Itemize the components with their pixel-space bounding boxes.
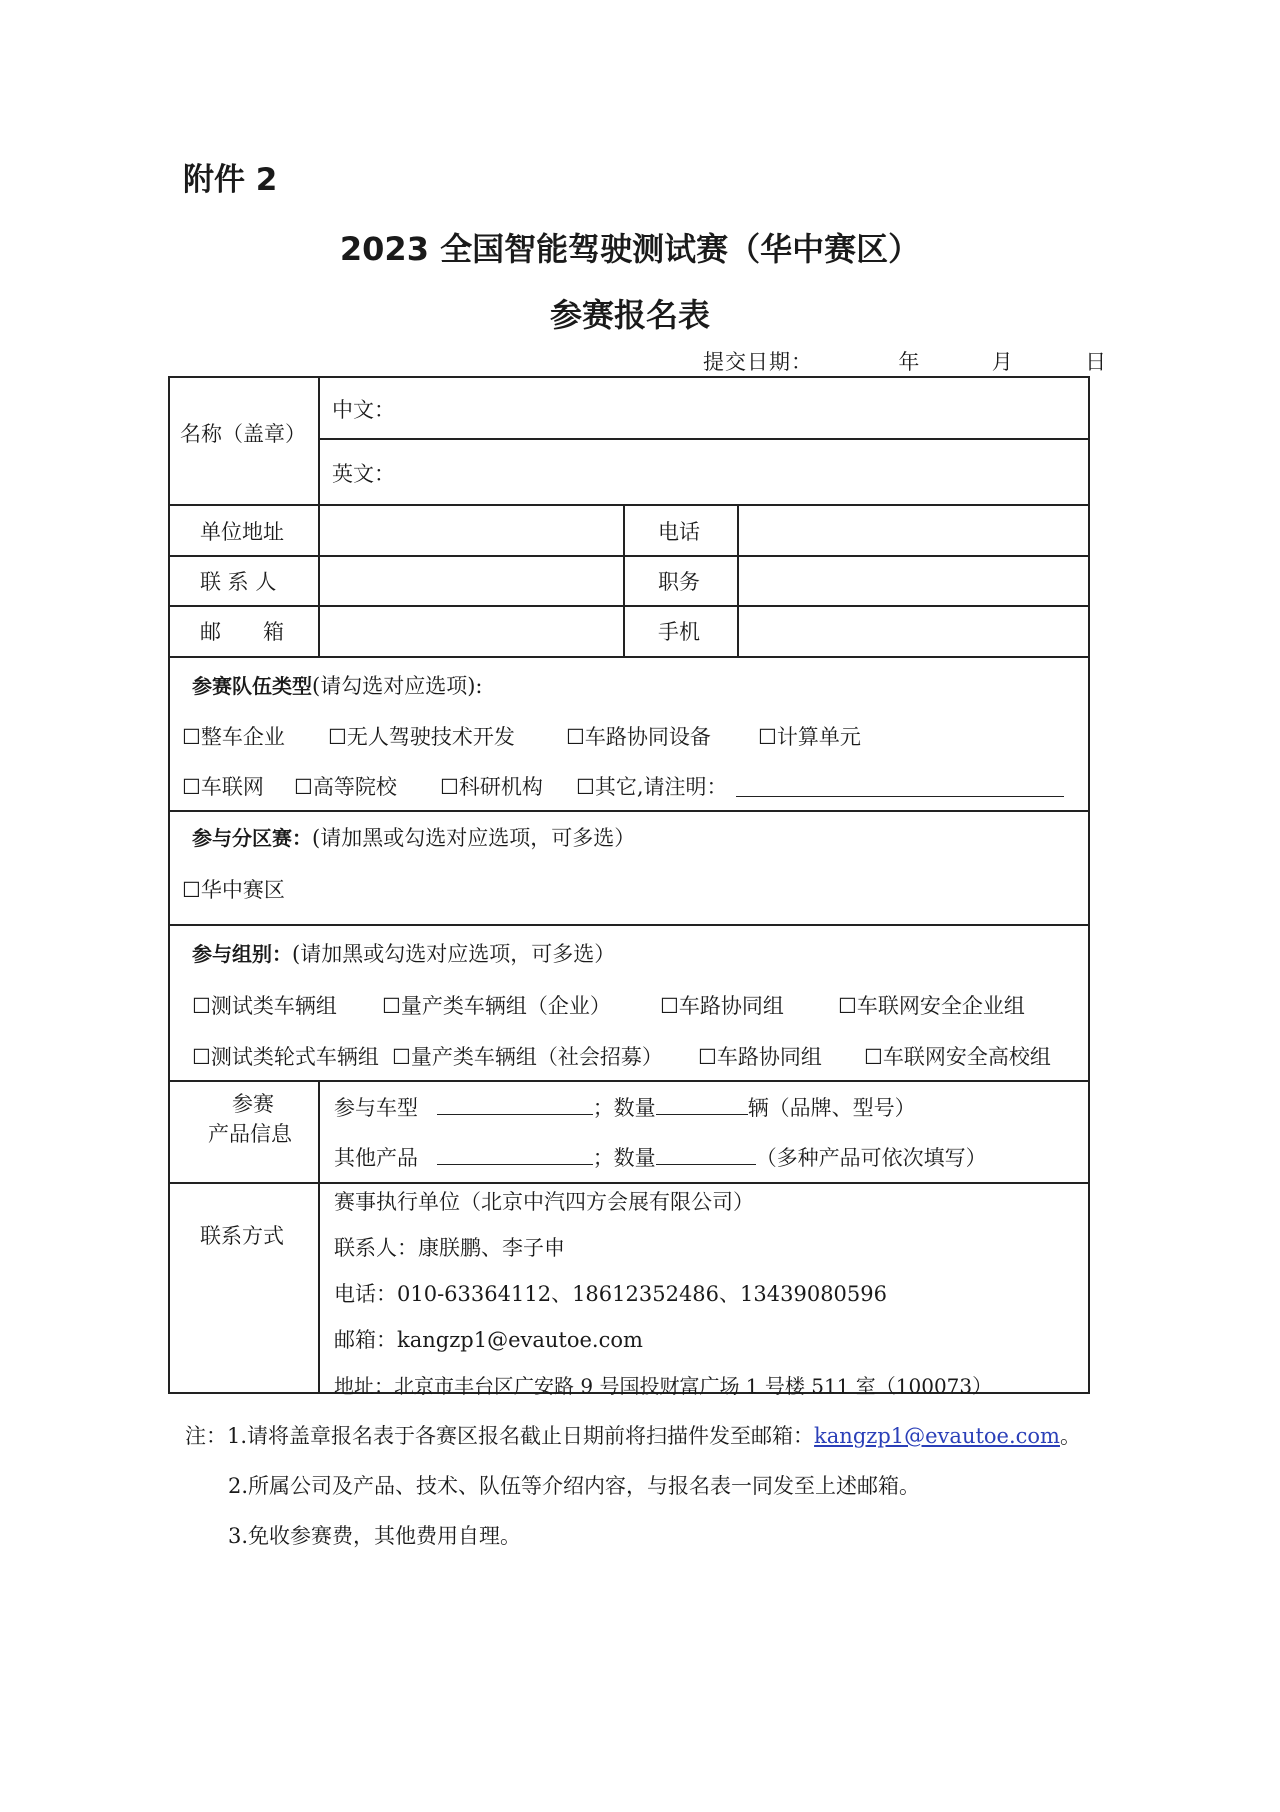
registration-form bbox=[168, 376, 1090, 1398]
other-product-label: 其他产品 bbox=[334, 1146, 418, 1170]
group-option[interactable]: ☐车联网安全企业组 bbox=[838, 994, 1025, 1018]
group-option[interactable]: ☐量产类车辆组（企业） bbox=[382, 994, 611, 1018]
group-hint: (请加黑或勾选对应选项，可多选） bbox=[292, 942, 616, 966]
other-qty-field[interactable] bbox=[656, 1144, 756, 1165]
other-specify-field[interactable] bbox=[736, 776, 1064, 797]
english-name-field[interactable] bbox=[400, 444, 1080, 500]
attachment-label: 附件 2 bbox=[183, 162, 278, 198]
phone-field[interactable] bbox=[742, 508, 1086, 552]
date-label: 提交日期： bbox=[703, 350, 813, 374]
chinese-name-label: 中文： bbox=[332, 398, 395, 422]
chinese-name-field[interactable] bbox=[400, 382, 1080, 434]
note-2: 2.所属公司及产品、技术、队伍等介绍内容，与报名表一同发至上述邮箱。 bbox=[228, 1474, 921, 1498]
group-title: 参与组别： bbox=[192, 942, 292, 966]
date-month: 月 bbox=[991, 350, 1014, 374]
submission-date bbox=[703, 346, 1107, 376]
email-field[interactable] bbox=[322, 608, 620, 652]
position-field[interactable] bbox=[742, 558, 1086, 602]
other-product-row bbox=[334, 1142, 987, 1172]
group-heading bbox=[192, 938, 615, 968]
phone-label: 电话 bbox=[658, 520, 700, 544]
group-option[interactable]: ☐测试类车辆组 bbox=[192, 994, 337, 1018]
name-label: 名称（盖章） bbox=[180, 422, 306, 446]
mobile-label: 手机 bbox=[658, 620, 700, 644]
address-line: 地址：北京市丰台区广安路 9 号国投财富广场 1 号楼 511 室（100073） bbox=[334, 1374, 993, 1398]
document-subtitle: 参赛报名表 bbox=[549, 296, 710, 334]
team-type-hint: (请勾选对应选项): bbox=[312, 674, 483, 698]
team-type-option[interactable]: ☐整车企业 bbox=[182, 725, 285, 749]
address-field[interactable] bbox=[322, 508, 620, 552]
division-heading bbox=[192, 822, 635, 852]
position-label: 职务 bbox=[658, 570, 700, 594]
other-product-field[interactable] bbox=[437, 1144, 593, 1165]
team-type-option[interactable]: ☐科研机构 bbox=[440, 775, 543, 799]
division-hint: (请加黑或勾选对应选项，可多选） bbox=[312, 826, 636, 850]
team-type-option[interactable]: ☐计算单元 bbox=[758, 725, 861, 749]
team-type-option[interactable]: ☐车联网 bbox=[182, 775, 264, 799]
group-option[interactable]: ☐车联网安全高校组 bbox=[864, 1045, 1051, 1069]
date-day: 日 bbox=[1085, 350, 1108, 374]
contact-person-label: 联 系 人 bbox=[200, 570, 277, 594]
group-option[interactable]: ☐测试类轮式车辆组 bbox=[192, 1045, 379, 1069]
vehicle-qty-label: ；数量 bbox=[592, 1096, 656, 1120]
contact-person-field[interactable] bbox=[322, 558, 620, 602]
division-option[interactable]: ☐华中赛区 bbox=[182, 878, 285, 902]
vehicle-model-field[interactable] bbox=[437, 1094, 593, 1115]
vehicle-qty-field[interactable] bbox=[656, 1094, 748, 1115]
note-1-end: 。 bbox=[1059, 1424, 1081, 1448]
product-label-line2: 产品信息 bbox=[208, 1122, 292, 1146]
note-3: 3.免收参赛费，其他费用自理。 bbox=[228, 1524, 522, 1548]
document-title: 2023 全国智能驾驶测试赛（华中赛区） bbox=[339, 230, 921, 268]
team-type-option[interactable]: ☐其它,请注明： bbox=[576, 775, 728, 799]
phone-numbers-line: 电话：010-63364112、18612352486、13439080596 bbox=[334, 1282, 888, 1306]
product-label-line1: 参赛 bbox=[232, 1092, 274, 1116]
team-type-option[interactable]: ☐高等院校 bbox=[294, 775, 397, 799]
group-option[interactable]: ☐车路协同组 bbox=[698, 1045, 822, 1069]
other-product-suffix: （多种产品可依次填写） bbox=[755, 1146, 987, 1170]
note-1-email-link[interactable]: kangzp1@evautoe.com bbox=[814, 1424, 1060, 1448]
team-type-title: 参赛队伍类型 bbox=[192, 674, 312, 698]
team-type-heading bbox=[192, 670, 482, 700]
contact-method-label: 联系方式 bbox=[200, 1224, 284, 1248]
division-title: 参与分区赛： bbox=[192, 826, 312, 850]
mobile-field[interactable] bbox=[742, 608, 1086, 652]
vehicle-model-label: 参与车型 bbox=[334, 1096, 418, 1120]
english-name-label: 英文： bbox=[332, 462, 395, 486]
contact-email-line: 邮箱：kangzp1@evautoe.com bbox=[334, 1328, 643, 1352]
organizer-line: 赛事执行单位（北京中汽四方会展有限公司） bbox=[334, 1190, 754, 1214]
date-year: 年 bbox=[898, 350, 921, 374]
team-type-option[interactable]: ☐无人驾驶技术开发 bbox=[328, 725, 515, 749]
group-option[interactable]: ☐车路协同组 bbox=[660, 994, 784, 1018]
other-qty-label: ；数量 bbox=[592, 1146, 656, 1170]
address-label: 单位地址 bbox=[200, 520, 284, 544]
contact-persons-line: 联系人：康朕鹏、李子申 bbox=[334, 1236, 565, 1260]
vehicle-suffix: 辆（品牌、型号） bbox=[747, 1096, 916, 1120]
group-option[interactable]: ☐量产类车辆组（社会招募） bbox=[392, 1045, 663, 1069]
team-type-option[interactable]: ☐车路协同设备 bbox=[566, 725, 711, 749]
vehicle-model-row bbox=[334, 1092, 916, 1122]
email-label: 邮 箱 bbox=[200, 620, 284, 644]
note-1 bbox=[185, 1420, 1081, 1450]
note-1-text: 注：1.请将盖章报名表于各赛区报名截止日期前将扫描件发至邮箱： bbox=[185, 1424, 815, 1448]
